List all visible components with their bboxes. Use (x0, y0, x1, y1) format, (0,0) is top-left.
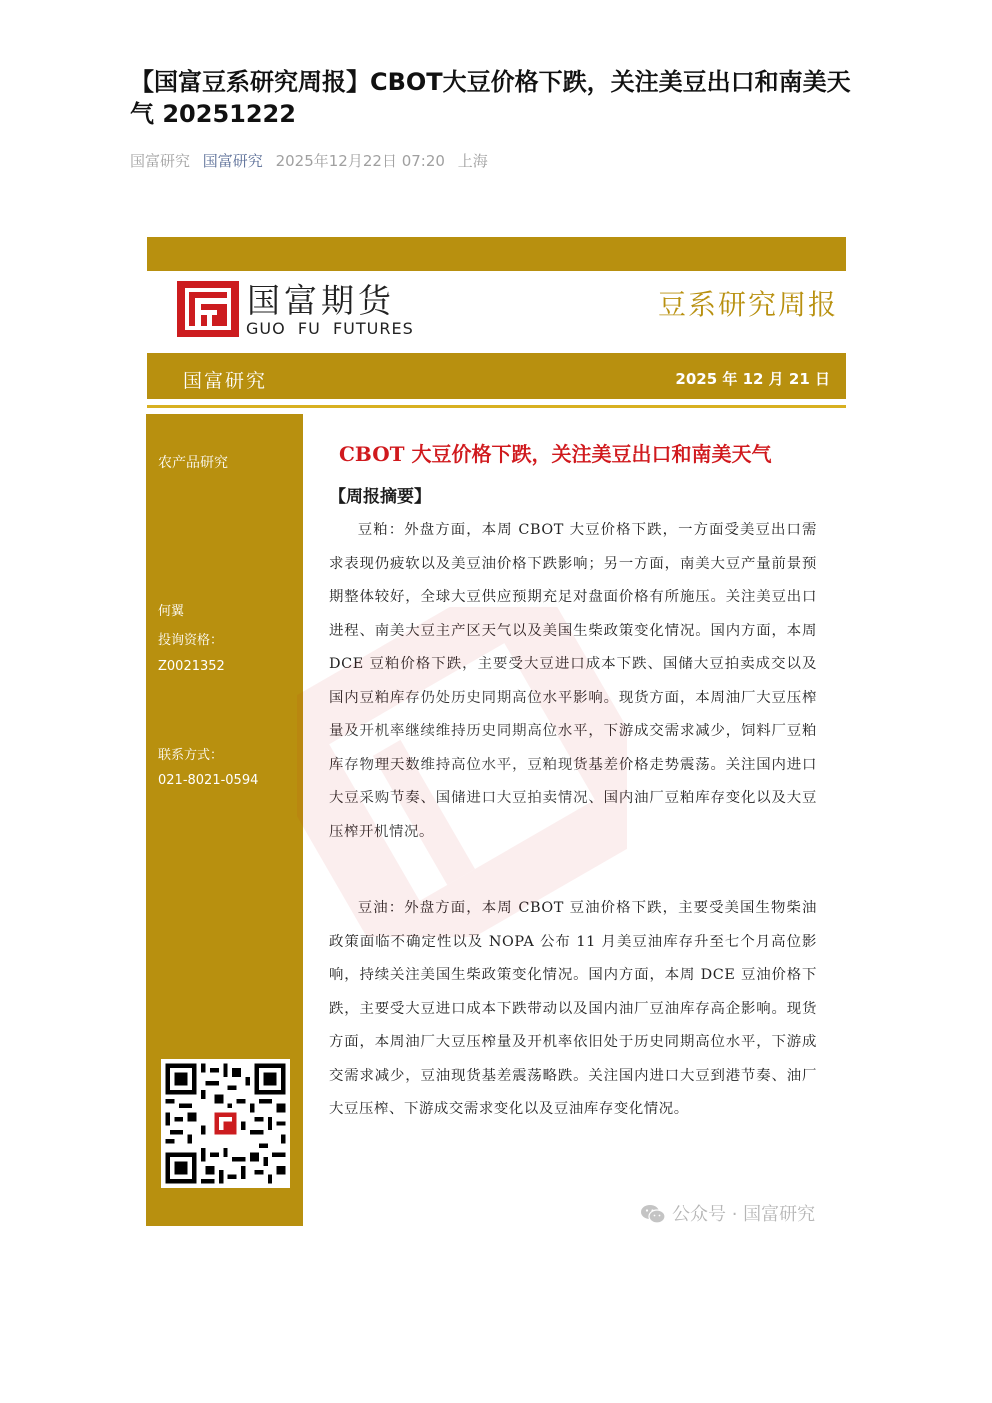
article-source: 国富研究 (130, 152, 191, 170)
header-gold-bar (147, 237, 846, 271)
paragraph-soymeal: 豆粕：外盘方面，本周 CBOT 大豆价格下跌，一方面受美豆出口需求表现仍疲软以及美豆油价格下跌影响；另一方面，南美大豆产量前景预期整体较好，全球大豆供应预期充足对盘面价格有所施压。关注美豆出口进程、南美大豆主产区天气以及美国生柴政策变化情况。国内方面，本周 DCE 豆粕价格下跌，主要受大豆进口成本下跌、国储大豆拍卖成交以及国内豆粕库存仍处历史同期高位水平影响。现货方面，本周油厂大豆压榨量及开机率继续维持历史同期高位水平，下游成交需求减少，饲料厂豆粕库存物理天数维持高位水平，豆粕现货基差价格走势震荡。关注国内进口大豆采购节奏、国储进口大豆拍卖情况、国内油厂豆粕库存变化以及大豆压榨开机情况。 (329, 522, 817, 840)
publish-location: 上海 (457, 152, 488, 170)
logo-english-name: GUO FU FUTURES (246, 319, 414, 338)
band-label: 国富研究 (183, 370, 268, 392)
logo-chinese-name: 国富期货 (247, 281, 395, 320)
footer-label: 公众号 · 国富研究 (672, 1204, 816, 1225)
guofu-logo-icon (177, 281, 239, 337)
band-underline (147, 405, 846, 408)
report-series-name: 豆系研究周报 (657, 288, 838, 321)
contact-phone: 021-8021-0594 (158, 773, 259, 788)
article-title: 【国富豆系研究周报】CBOT大豆价格下跌，关注美豆出口和南美天气 20251222 (130, 68, 851, 128)
footer-account (640, 1200, 815, 1226)
contact-label: 联系方式： (158, 748, 224, 763)
summary-heading: 【周报摘要】 (329, 487, 431, 507)
license-number: Z0021352 (158, 659, 225, 674)
license-label: 投询资格： (158, 633, 224, 648)
analyst-name: 何翼 (158, 604, 185, 619)
sidebar-section: 农产品研究 (158, 455, 228, 471)
paragraph-soyoil: 豆油：外盘方面，本周 CBOT 豆油价格下跌，主要受美国生物柴油政策面临不确定性以及 NOPA 公布 11 月美豆油库存升至七个月高位影响，持续关注美国生柴政策变化情况。国内方面，本周 DCE 豆油价格下跌，主要受大豆进口成本下跌带动以及国内油厂豆油库存高企影响。现货方面，本周油厂大豆压榨量及开机率依旧处于历史同期高位水平，下游成交需求减少，豆油现货基差震荡略跌。关注国内进口大豆到港节奏、油厂大豆压榨、下游成交需求变化以及豆油库存变化情况。 (329, 900, 817, 1117)
report-date: 2025 年 12 月 21 日 (675, 370, 830, 388)
article-meta (130, 150, 496, 171)
report-headline: CBOT 大豆价格下跌，关注美豆出口和南美天气 (339, 442, 772, 466)
publish-date: 2025年12月22日 07:20 (275, 152, 445, 170)
sidebar (146, 414, 303, 1226)
author-link[interactable]: 国富研究 (202, 152, 263, 170)
wechat-icon (640, 1204, 666, 1224)
qr-code-icon (161, 1059, 290, 1188)
